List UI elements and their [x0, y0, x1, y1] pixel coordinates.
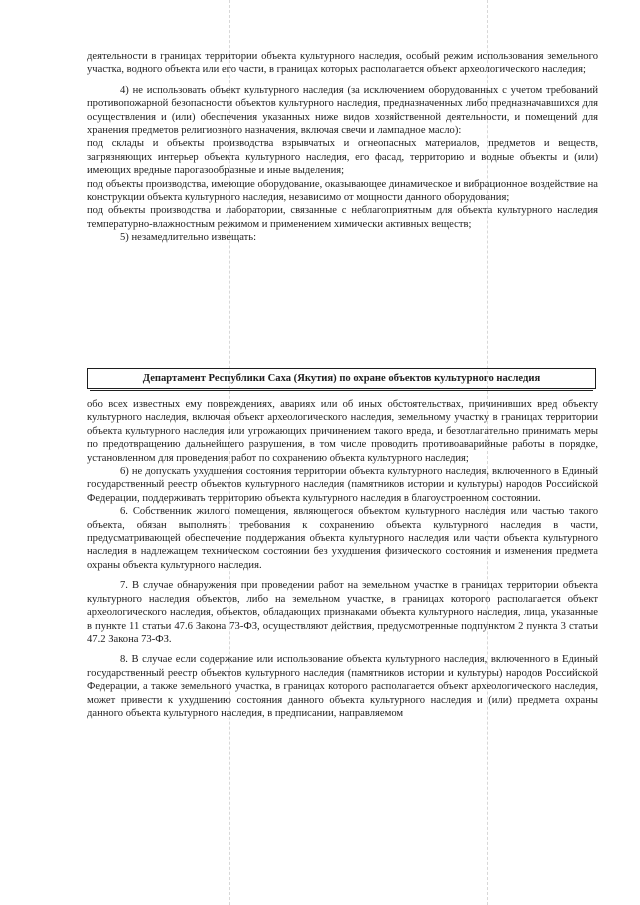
department-banner-text: Департамент Республики Саха (Якутия) по охране объектов культурного наследия [142, 373, 541, 384]
paragraph: 5) незамедлительно извещать: [120, 232, 257, 244]
paragraph: обо всех известных ему повреждениях, авариях или об иных обстоятельствах, причинивших вред объекту культурного наследия, включая объект археологического наследия, земельному участку в границах территории объекта культурного наследия или угрожающих причинением такого вреда, и безотлагательно принимать меры по предотвращению дальнейшего разрушения, в том числе проводить противоаварийные работы в порядке, установленном для проведения работ по сохранению объекта культурного наследия; [87, 399, 598, 464]
paragraph: под объекты производства и лаборатории, связанные с неблагоприятным для объекта культурного наследия температурно-влажностным режимом и применением химически активных веществ; [87, 205, 598, 230]
paragraph: 8. В случае если содержание или использование объекта культурного наследия, включенного в Единый государственный реестр объектов культурного наследия (памятников истории и культуры) народов Российской Федерации, а также земельного участка, в границах которого располагается объект археологического наследия, может привести к ухудшению состояния данного объекта культурного наследия и (или) предмета охраны данного объекта культурного наследия, в предписании, направляемом [87, 654, 598, 719]
paragraph: деятельности в границах территории объекта культурного наследия, особый режим использования земельного участка, водного объекта или его части, в границах которых располагается объект археологического наследия; [87, 51, 598, 76]
paragraph: под склады и объекты производства взрывчатых и огнеопасных материалов, предметов и веществ, загрязняющих интерьер объекта культурного наследия, его фасад, территорию и водные объекты и (или) имеющих вредные парогазообразные и иные выделения; [87, 138, 598, 177]
paragraph: 6) не допускать ухудшения состояния территории объекта культурного наследия, включенного в Единый государственный реестр объектов культурного наследия (памятников истории и культуры) народов Российской Федерации, поддерживать территорию объекта культурного наследия в благоустроенном состоянии. [87, 466, 598, 504]
text-block-bottom [87, 398, 598, 720]
paragraph: 4) не использовать объект культурного наследия (за исключением оборудованных с учетом требований противопожарной безопасности объектов культурного наследия, предназначенных либо предназначавшихся для осуществления и (или) обеспечения указанных ниже видов хозяйственной деятельности, и помещений для хранения предметов религиозного назначения, включая свечи и лампадное масло): [87, 84, 598, 137]
text-block-top [87, 50, 598, 245]
paragraph: 7. В случае обнаружения при проведении работ на земельном участке в границах территории объекта культурного наследия объектов, либо на земельном участке, в границах которого располагается объект археологического наследия, объектов, обладающих признаками объекта культурного наследия, лица, указанные в пункте 11 статьи 47.6 Закона 73-ФЗ, осуществляют действия, предусмотренные подпунктом 2 пункта 3 статьи 47.2 Закона 73-ФЗ. [87, 580, 598, 645]
paragraph: 6. Собственник жилого помещения, являющегося объектом культурного наследия или частью такого объекта, обязан выполнять требования к сохранению объекта культурного наследия в части, предусматривающей обеспечение поддержания объекта культурного наследия или части объекта культурного наследия в надлежащем техническом состоянии без ухудшения физического состояния и изменения предмета охраны объекта культурного наследия. [87, 506, 598, 571]
paragraph: под объекты производства, имеющие оборудование, оказывающее динамическое и вибрационное воздействие на конструкции объекта культурного наследия, независимо от мощности данного оборудования; [87, 178, 598, 204]
department-banner [87, 368, 596, 389]
